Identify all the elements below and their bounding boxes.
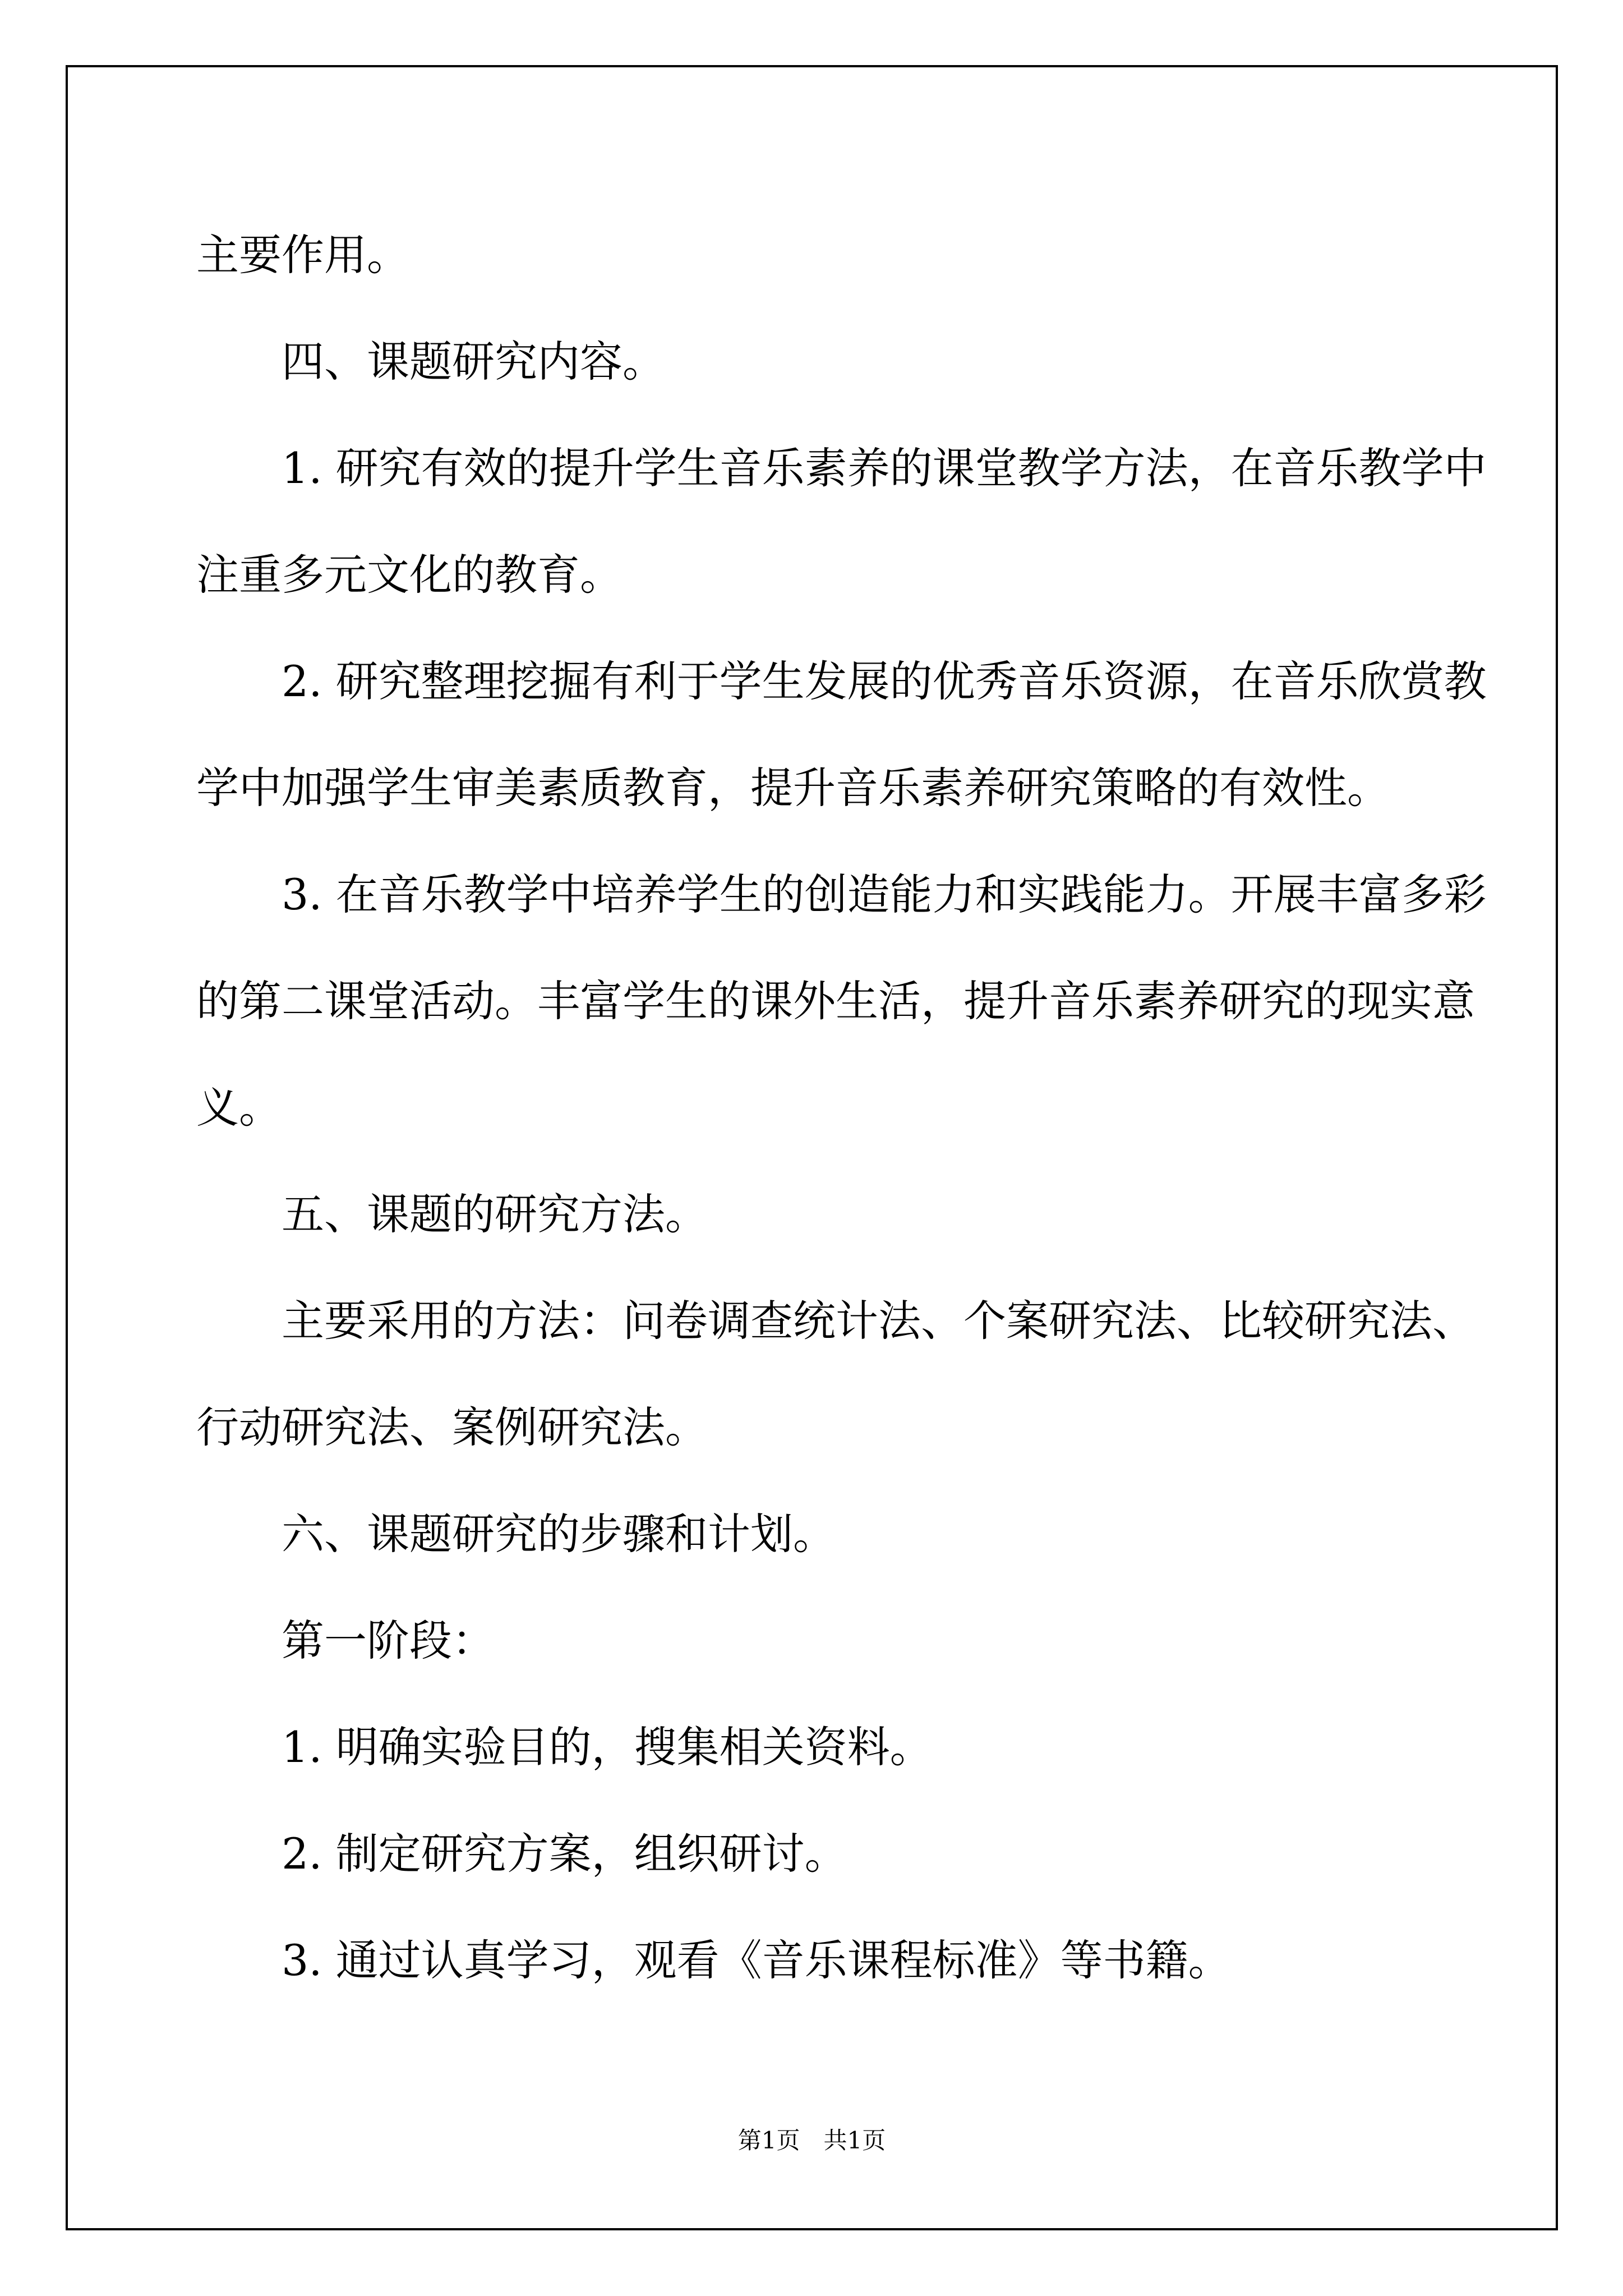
text-line: 3. 在音乐教学中培养学生的创造能力和实践能力。开展丰富多彩 — [282, 869, 1487, 919]
text-line: 五、课题的研究方法。 — [282, 1189, 708, 1239]
text-line: 注重多元文化的教育。 — [196, 550, 623, 600]
text-line: 第一阶段： — [282, 1616, 495, 1665]
text-line: 1. 明确实验目的，搜集相关资料。 — [282, 1722, 933, 1772]
text-line: 四、课题研究内容。 — [282, 337, 665, 386]
text-line: 学中加强学生审美素质教育，提升音乐素养研究策略的有效性。 — [196, 763, 1390, 813]
text-line: 行动研究法、案例研究法。 — [196, 1402, 708, 1452]
text-line: 主要作用。 — [196, 230, 409, 280]
text-line: 2. 研究整理挖掘有利于学生发展的优秀音乐资源，在音乐欣赏教 — [282, 656, 1487, 706]
text-line: 主要采用的方法：问卷调查统计法、个案研究法、比较研究法、 — [282, 1296, 1475, 1346]
document-body — [196, 202, 1493, 2014]
text-line: 2. 制定研究方案，组织研讨。 — [282, 1829, 847, 1879]
page-number-text: 第1页 共1页 — [737, 2127, 886, 2154]
text-line: 3. 通过认真学习，观看《音乐课程标准》等书籍。 — [282, 1935, 1231, 1985]
text-line: 的第二课堂活动。丰富学生的课外生活，提升音乐素养研究的现实意 — [196, 976, 1475, 1026]
text-line: 义。 — [196, 1083, 282, 1133]
text-line: 1. 研究有效的提升学生音乐素养的课堂教学方法，在音乐教学中 — [282, 443, 1487, 493]
page-footer — [66, 2124, 1558, 2157]
text-line: 六、课题研究的步骤和计划。 — [282, 1509, 836, 1559]
